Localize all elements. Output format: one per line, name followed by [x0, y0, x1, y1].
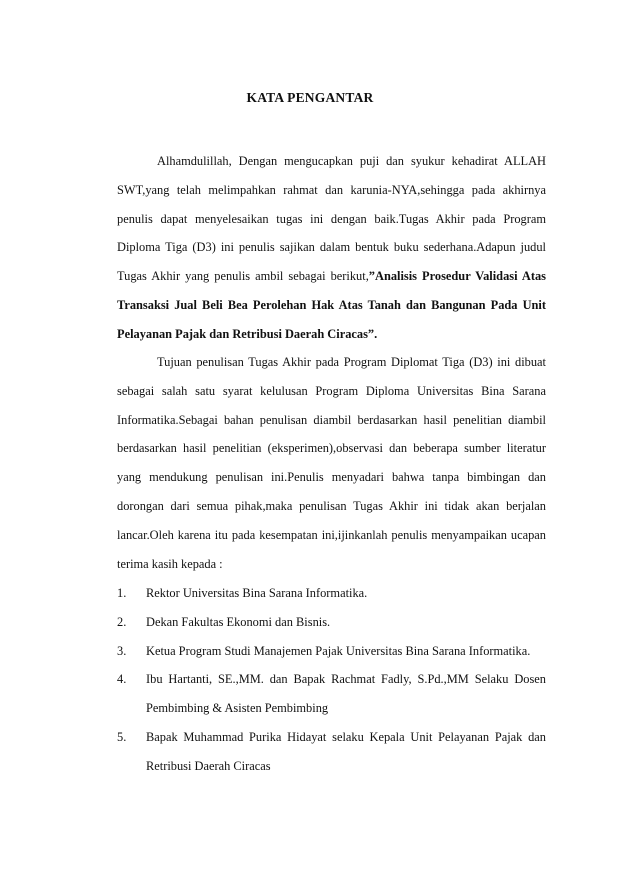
- paragraph-purpose: [117, 348, 546, 578]
- list-item-text: Bapak Muhammad Purika Hidayat selaku Kepala Unit Pelayanan Pajak dan Retribusi Daerah Ciracas: [146, 729, 546, 773]
- list-item-text: Ketua Program Studi Manajemen Pajak Universitas Bina Sarana Informatika.: [146, 643, 531, 658]
- acknowledgement-list: [117, 579, 546, 781]
- list-item-text: Dekan Fakultas Ekonomi dan Bisnis.: [146, 614, 331, 629]
- list-item-number: 3.: [117, 643, 127, 658]
- list-item-number: 5.: [117, 729, 127, 744]
- list-item-number: 4.: [117, 672, 127, 687]
- list-item-text: Ibu Hartanti, SE.,MM. dan Bapak Rachmat Fadly, S.Pd.,MM Selaku Dosen Pembimbing & Asisten Pembimbing: [146, 672, 546, 716]
- list-item: [117, 637, 546, 666]
- paragraph-intro: [117, 147, 546, 349]
- page-title: KATA PENGANTAR: [246, 90, 374, 105]
- list-item: [117, 579, 546, 608]
- list-item: [117, 723, 546, 781]
- list-item-number: 2.: [117, 614, 127, 629]
- list-item-number: 1.: [117, 586, 127, 600]
- paragraph-purpose-text: Tujuan penulisan Tugas Akhir pada Program Diplomat Tiga (D3) ini dibuat sebagai salah satu syarat kelulusan Program Diploma Universitas Bina Sarana Informatika.Sebagai bahan penulisan diambil berdasarkan hasil penelitian diambil berdasarkan hasil penelitian (eksperimen),observasi dan beberapa sumber literatur yang mendukung penulisan ini.Penulis menyadari bahwa tanpa bimbingan dan dorongan dari semua pihak,maka penulisan Tugas Akhir ini tidak akan berjalan lancar.Oleh karena itu pada kesempatan ini,ijinkanlah penulis menyampaikan ucapan terima kasih kepada :: [117, 355, 546, 571]
- list-item: [117, 665, 546, 723]
- list-item-text: Rektor Universitas Bina Sarana Informatika.: [146, 586, 368, 600]
- paragraph-intro-text: Alhamdulillah, Dengan mengucapkan puji dan syukur kehadirat ALLAH SWT,yang telah melimpahkan rahmat dan karunia-NYA,sehingga pada akhirnya penulis dapat menyelesaikan tugas ini dengan baik.Tugas Akhir pada Program Diploma Tiga (D3) ini penulis sajikan dalam bentuk buku sederhana.Adapun judul Tugas Akhir yang penulis ambil sebagai berikut,: [117, 154, 546, 284]
- thesis-title: ”Analisis Prosedur Validasi Atas Transaksi Jual Beli Bea Perolehan Hak Atas Tanah dan Bangunan Pada Unit Pelayanan Pajak dan Retribusi Daerah Ciracas”.: [117, 269, 546, 341]
- list-item: [117, 608, 546, 637]
